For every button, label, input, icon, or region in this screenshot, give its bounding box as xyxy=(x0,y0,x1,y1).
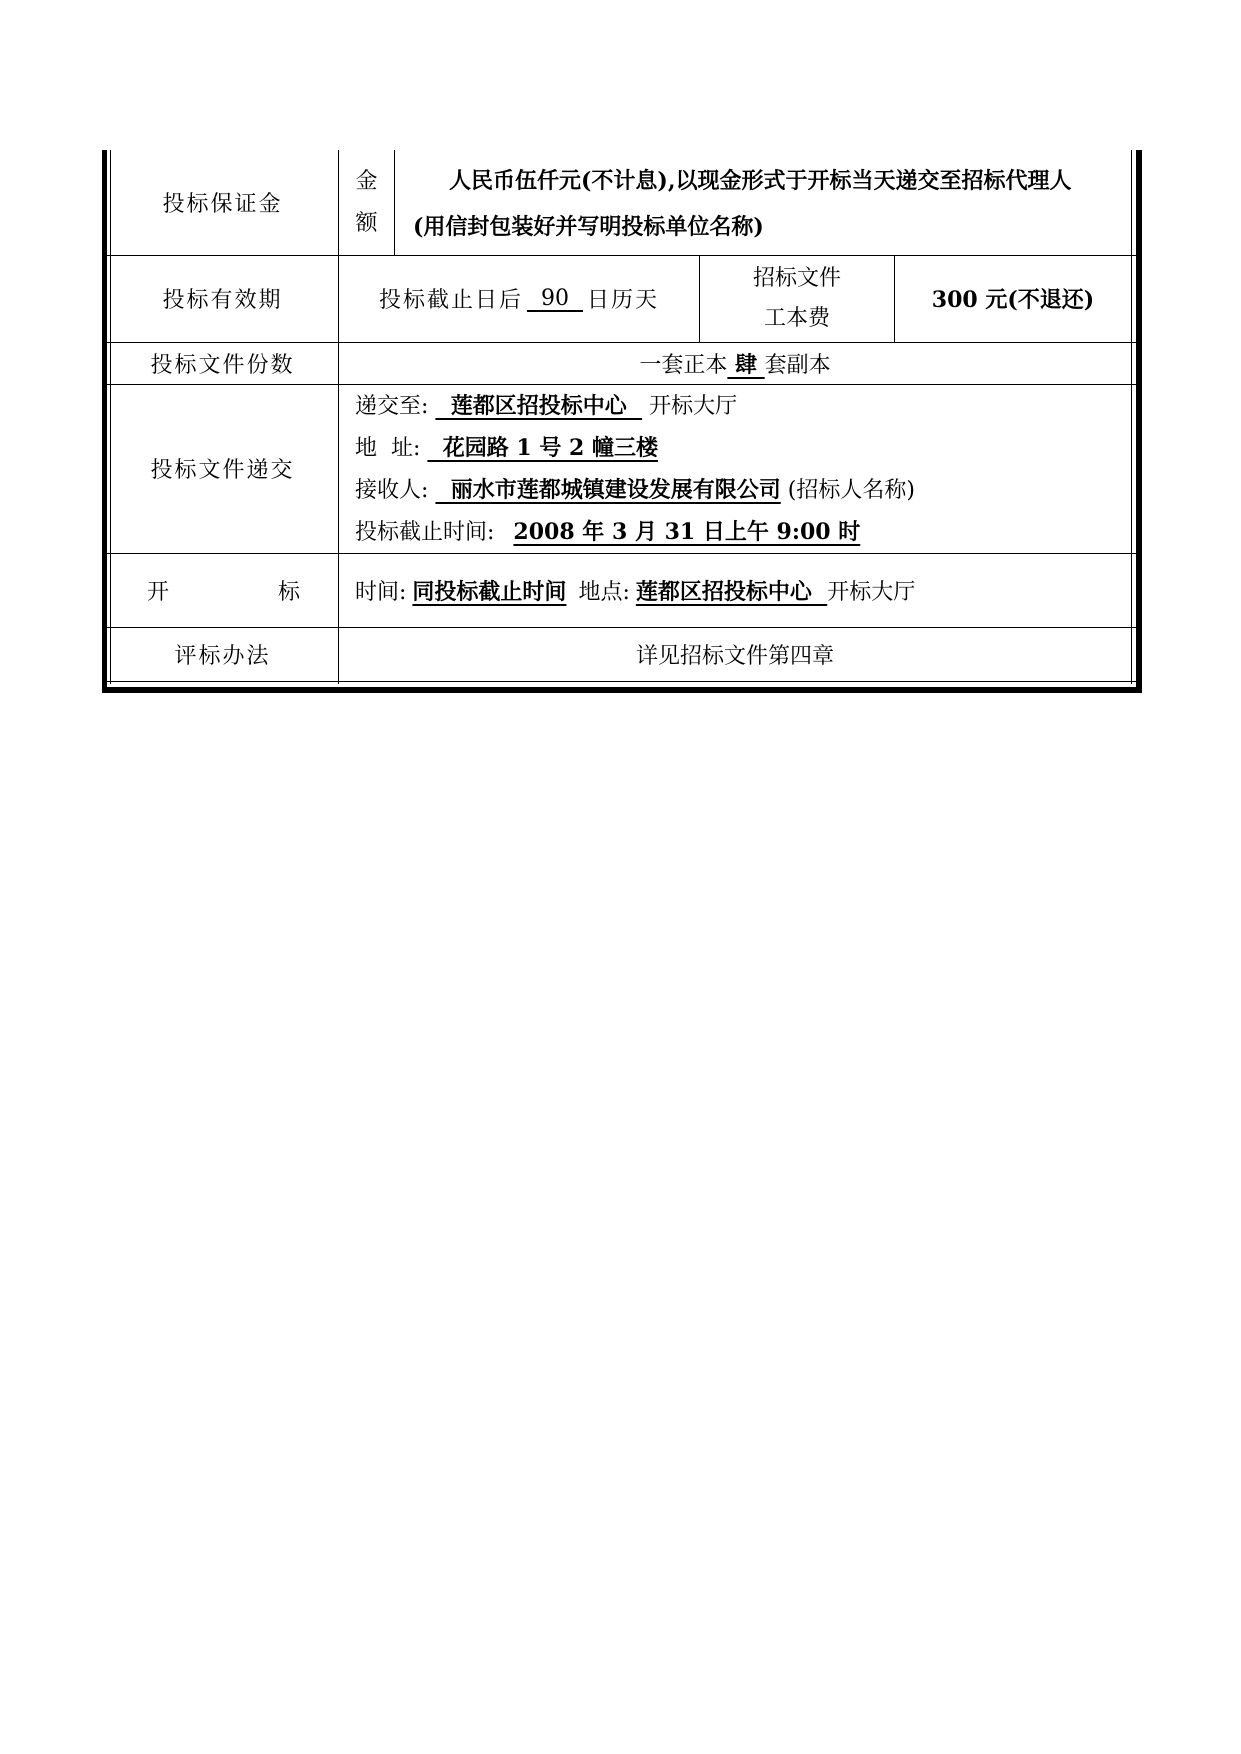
deposit-terms-line1: 人民币伍仟元(不计息),以现金形式于开标当天递交至招标代理人 xyxy=(449,167,1072,194)
validity-value xyxy=(339,255,699,342)
submission-address-line xyxy=(355,427,658,469)
opening-details xyxy=(339,553,1131,627)
copies-prefix: 一套正本 xyxy=(639,352,728,378)
validity-suffix: 日历天 xyxy=(586,288,659,313)
submission-receiver-line xyxy=(355,469,915,511)
validity-prefix: 投标截止日后 xyxy=(379,288,524,313)
amount-label-top: 金 xyxy=(355,168,378,194)
fee-label-top: 招标文件 xyxy=(752,265,841,291)
amount-label-bottom: 额 xyxy=(355,210,378,236)
opening-place-value: 莲都区招投标中心 xyxy=(635,578,828,605)
fee-label xyxy=(700,255,894,342)
copies-label: 投标文件份数 xyxy=(150,352,295,378)
submission-to-label: 递交至: xyxy=(355,393,429,419)
deposit-label: 投标保证金 xyxy=(162,192,283,217)
submission-to-suffix: 开标大厅 xyxy=(649,393,738,419)
opening-place-label: 地点: xyxy=(578,579,630,605)
submission-receiver-value: 丽水市莲都城镇建设发展有限公司 xyxy=(435,476,781,503)
inner-border-bottom xyxy=(107,681,1136,682)
bid-info-table xyxy=(102,150,1142,693)
amount-label xyxy=(339,150,394,255)
copies-value xyxy=(339,342,1131,384)
submission-to-value: 莲都区招投标中心 xyxy=(435,392,643,419)
submission-address-label: 地 址: xyxy=(355,435,421,461)
opening-place-suffix: 开标大厅 xyxy=(827,579,916,605)
deposit-terms xyxy=(395,150,1131,255)
submission-receiver-suffix: (招标人名称) xyxy=(787,477,915,503)
evaluation-value: 详见招标文件第四章 xyxy=(635,643,834,669)
opening-label-left: 开 xyxy=(147,579,170,605)
evaluation-label: 评标办法 xyxy=(174,643,271,669)
opening-time-value: 同投标截止时间 xyxy=(412,578,567,605)
fee-value: 300 元(不退还) xyxy=(931,287,1095,313)
submission-details xyxy=(339,384,1131,553)
submission-receiver-label: 接收人: xyxy=(355,477,429,503)
validity-label: 投标有效期 xyxy=(162,288,283,313)
submission-label: 投标文件递交 xyxy=(150,458,295,483)
submission-deadline-value: 2008 年 3 月 31 日上午 9:00 时 xyxy=(513,518,861,545)
submission-to-line xyxy=(355,385,737,427)
fee-label-bottom: 工本费 xyxy=(763,305,830,331)
copies-count: 肆 xyxy=(727,351,765,378)
opening-label-right: 标 xyxy=(277,579,300,605)
validity-days: 90 xyxy=(527,286,583,311)
inner-border-right xyxy=(1131,150,1132,684)
submission-deadline-label: 投标截止时间: xyxy=(355,519,495,545)
opening-time-label: 时间: xyxy=(355,579,407,605)
submission-deadline-line xyxy=(355,511,860,553)
deposit-terms-line2: (用信封包装好并写明投标单位名称) xyxy=(413,213,764,240)
opening-label xyxy=(107,553,338,627)
copies-suffix: 套副本 xyxy=(764,352,831,378)
submission-address-value: 花园路 1 号 2 幢三楼 xyxy=(427,434,658,461)
